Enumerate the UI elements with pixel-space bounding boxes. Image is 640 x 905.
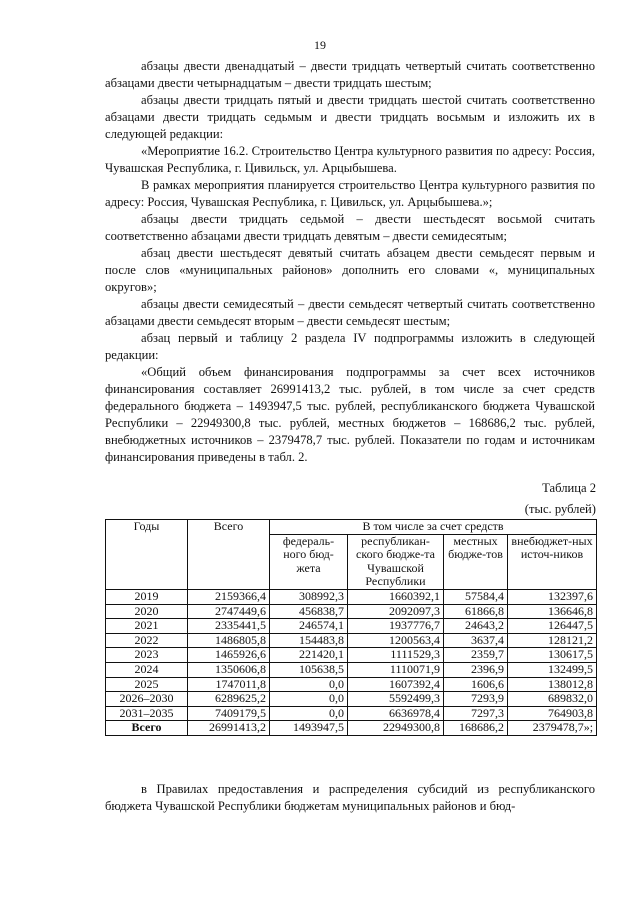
table-cell-year: 2023 xyxy=(106,648,188,663)
table-caption: Таблица 2 xyxy=(542,481,596,495)
table-cell-value: 6289625,2 xyxy=(188,692,270,707)
document-body xyxy=(105,58,595,466)
table-cell-value: 168686,2 xyxy=(444,721,508,736)
table-cell-value: 1465926,6 xyxy=(188,648,270,663)
header-federal: федераль-ного бюд-жета xyxy=(270,534,348,589)
table-cell-value: 61866,8 xyxy=(444,604,508,619)
table-cell-value: 1486805,8 xyxy=(188,633,270,648)
table-cell-value: 1200563,4 xyxy=(348,633,444,648)
table-cell-year: 2026–2030 xyxy=(106,692,188,707)
table-row xyxy=(106,633,597,648)
table-cell-value: 154483,8 xyxy=(270,633,348,648)
table-row xyxy=(106,648,597,663)
header-years: Годы xyxy=(106,520,188,590)
table-row xyxy=(106,619,597,634)
table-cell-value: 2092097,3 xyxy=(348,604,444,619)
table-cell-year: Всего xyxy=(106,721,188,736)
table-cell-value: 1937776,7 xyxy=(348,619,444,634)
table-body xyxy=(106,589,597,735)
table-cell-year: 2024 xyxy=(106,662,188,677)
header-republic: республикан-ского бюдже-та Чувашской Республики xyxy=(348,534,444,589)
table-row xyxy=(106,604,597,619)
table-cell-value: 24643,2 xyxy=(444,619,508,634)
table-cell-value: 126447,5 xyxy=(508,619,597,634)
continuation-text xyxy=(105,781,595,815)
table-cell-value: 1606,6 xyxy=(444,677,508,692)
table-cell-value: 1607392,4 xyxy=(348,677,444,692)
table-cell-value: 132499,5 xyxy=(508,662,597,677)
paragraph: «Мероприятие 16.2. Строительство Центра культурного развития по адресу: Россия, Чувашская Республика, г. Цивильск, ул. Арцыбышева. xyxy=(105,144,595,175)
paragraph: В рамках мероприятия планируется строительство Центра культурного развития по адресу: Россия, Чувашская Республика, г. Цивильск, ул. Арцыбышева.»; xyxy=(105,178,595,209)
table-cell-value: 7409179,5 xyxy=(188,706,270,721)
table-cell-value: 1747011,8 xyxy=(188,677,270,692)
table-cell-value: 2379478,7»; xyxy=(508,721,597,736)
table-row xyxy=(106,692,597,707)
table-cell-value: 0,0 xyxy=(270,692,348,707)
table-row xyxy=(106,706,597,721)
table-cell-value: 1660392,1 xyxy=(348,589,444,604)
paragraph: в Правилах предоставления и распределения субсидий из республиканского бюджета Чувашской Республики бюджетам муниципальных районов и бюд- xyxy=(105,782,595,813)
paragraph: абзацы двести тридцать седьмой – двести шестьдесят восьмой считать соответственно абзацами двести тридцать девятым – двести семидесятым; xyxy=(105,212,595,243)
table-row xyxy=(106,677,597,692)
table-cell-value: 57584,4 xyxy=(444,589,508,604)
table-cell-value: 132397,6 xyxy=(508,589,597,604)
paragraph: абзац первый и таблицу 2 раздела IV подпрограммы изложить в следующей редакции: xyxy=(105,331,595,362)
table-cell-value: 128121,2 xyxy=(508,633,597,648)
header-group: В том числе за счет средств xyxy=(270,520,597,535)
paragraph: абзацы двести семидесятый – двести семьдесят четвертый считать соответственно абзацами двести семьдесят вторым – двести семьдесят шестым; xyxy=(105,297,595,328)
table-cell-value: 7297,3 xyxy=(444,706,508,721)
table-cell-value: 2396,9 xyxy=(444,662,508,677)
table-cell-value: 0,0 xyxy=(270,706,348,721)
paragraph: абзацы двести тридцать пятый и двести тридцать шестой считать соответственно абзацами двести тридцать седьмым и двести тридцать восьмым и изложить их в следующей редакции: xyxy=(105,93,595,141)
table-cell-value: 136646,8 xyxy=(508,604,597,619)
header-extra: внебюджет-ных источ-ников xyxy=(508,534,597,589)
page-number: 19 xyxy=(314,38,326,52)
table-cell-value: 26991413,2 xyxy=(188,721,270,736)
table-cell-value: 1493947,5 xyxy=(270,721,348,736)
table-cell-value: 246574,1 xyxy=(270,619,348,634)
table-cell-value: 22949300,8 xyxy=(348,721,444,736)
table-cell-year: 2025 xyxy=(106,677,188,692)
table-cell-year: 2020 xyxy=(106,604,188,619)
table-total-row xyxy=(106,721,597,736)
table-cell-value: 1350606,8 xyxy=(188,662,270,677)
table-cell-value: 456838,7 xyxy=(270,604,348,619)
table-cell-year: 2031–2035 xyxy=(106,706,188,721)
table-cell-value: 2335441,5 xyxy=(188,619,270,634)
table-cell-value: 6636978,4 xyxy=(348,706,444,721)
paragraph: абзац двести шестьдесят девятый считать абзацем двести семьдесят первым и после слов «муниципальных районов» дополнить его словами «, муниципальных округов»; xyxy=(105,246,595,294)
table-cell-value: 764903,8 xyxy=(508,706,597,721)
table-row xyxy=(106,589,597,604)
table-cell-value: 2359,7 xyxy=(444,648,508,663)
table-cell-value: 5592499,3 xyxy=(348,692,444,707)
table-cell-value: 130617,5 xyxy=(508,648,597,663)
financing-table xyxy=(105,519,597,736)
header-local: местных бюдже-тов xyxy=(444,534,508,589)
table-cell-value: 105638,5 xyxy=(270,662,348,677)
table-cell-value: 221420,1 xyxy=(270,648,348,663)
header-total: Всего xyxy=(188,520,270,590)
table-cell-value: 689832,0 xyxy=(508,692,597,707)
table-cell-year: 2019 xyxy=(106,589,188,604)
table-cell-value: 3637,4 xyxy=(444,633,508,648)
table-cell-value: 308992,3 xyxy=(270,589,348,604)
table-cell-value: 7293,9 xyxy=(444,692,508,707)
paragraph: «Общий объем финансирования подпрограммы за счет всех источников финансирования составляет 26991413,2 тыс. рублей, в том числе за счет средств федерального бюджета – 1493947,5 тыс. рублей, республиканского бюджета Чувашской Республики – 22949300,8 тыс. рублей, местных бюджетов – 168686,2 тыс. рублей, внебюджетных источников – 2379478,7 тыс. рублей. Показатели по годам и источникам финансирования приведены в табл. 2. xyxy=(105,365,595,464)
table-cell-year: 2021 xyxy=(106,619,188,634)
table-cell-value: 1111529,3 xyxy=(348,648,444,663)
table-cell-value: 138012,8 xyxy=(508,677,597,692)
table-cell-value: 2747449,6 xyxy=(188,604,270,619)
table-cell-value: 2159366,4 xyxy=(188,589,270,604)
table-cell-value: 1110071,9 xyxy=(348,662,444,677)
paragraph: абзацы двести двенадцатый – двести тридцать четвертый считать соответственно абзацами двести четырнадцатым – двести тридцать шестым; xyxy=(105,59,595,90)
table-row xyxy=(106,662,597,677)
table-units: (тыс. рублей) xyxy=(524,502,596,516)
table-cell-value: 0,0 xyxy=(270,677,348,692)
table-cell-year: 2022 xyxy=(106,633,188,648)
